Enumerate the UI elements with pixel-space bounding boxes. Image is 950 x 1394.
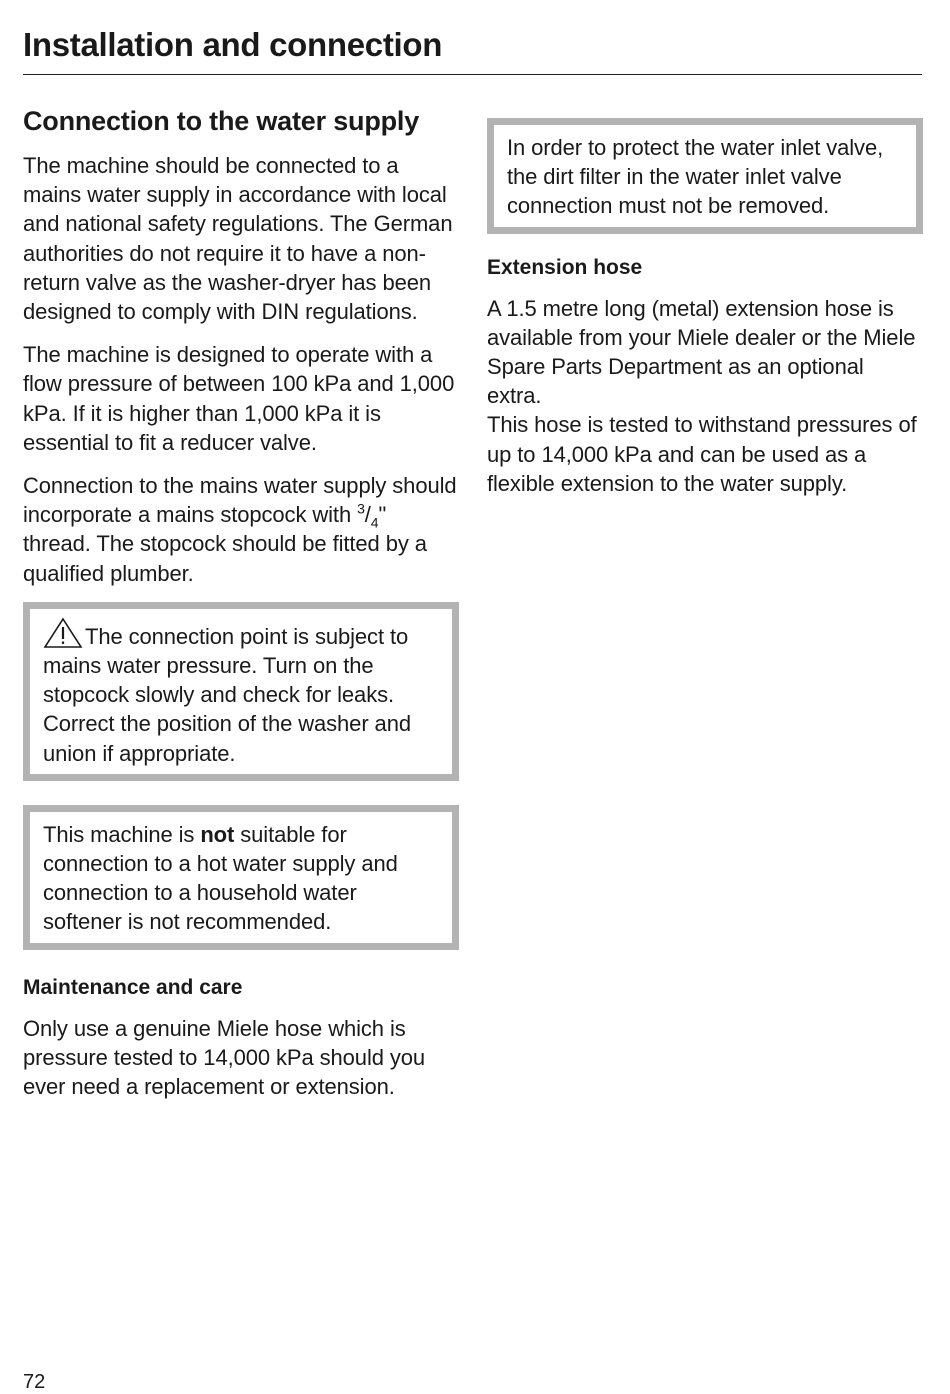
fraction-separator: / (364, 502, 371, 528)
stopcock-text-start: Connection to the mains water supply should incorporate a mains stopcock with (23, 473, 457, 528)
section-heading-water-supply: Connection to the water supply (23, 106, 420, 136)
page-header (23, 26, 922, 75)
note-paragraph-dirt-filter: In order to protect the water inlet valve, the dirt filter in the water inlet valve connection must not be removed. (507, 135, 884, 219)
paragraph-flow-pressure: The machine is designed to operate with a flow pressure of between 100 kPa and 1,000 kPa. If it is higher than 1,000 kPa it is essential to fit a reducer valve. (23, 342, 455, 455)
extension-line-2: This hose is tested to withstand pressures of up to 14,000 kPa and can be used as a flexible extension to the water supply. (487, 412, 917, 496)
note-text-end: suitable for connection to a hot water supply and connection to a household water softener is not recommended. (43, 821, 398, 935)
left-column (23, 104, 459, 1115)
stopcock-text-end: " thread. The stopcock should be fitted by a qualified plumber. (23, 502, 427, 586)
note-bold-not: not (200, 821, 235, 847)
note-paragraph-hot-water (43, 820, 440, 937)
note-box-hot-water (23, 805, 459, 950)
section-heading-extension-hose: Extension hose (487, 255, 643, 279)
warning-text: The connection point is subject to mains water pressure. Turn on the stopcock slowly and check for leaks. Correct the position of the washer and union if appropriate. (43, 623, 411, 766)
extension-line-1: A 1.5 metre long (metal) extension hose is available from your Miele dealer or the Miele Spare Parts Department as an optional extra. (487, 295, 916, 409)
warning-box (23, 602, 459, 781)
warning-paragraph (43, 617, 440, 768)
right-column (487, 118, 923, 512)
paragraph-extension-hose (487, 294, 923, 498)
fraction-numerator: 3 (357, 500, 365, 517)
warning-triangle-icon (43, 617, 83, 649)
note-text-start: This machine is (43, 821, 201, 847)
page-number: 72 (23, 1371, 46, 1393)
note-box-dirt-filter (487, 118, 923, 234)
paragraph-maintenance: Only use a genuine Miele hose which is pressure tested to 14,000 kPa should you ever need a replacement or extension. (23, 1015, 426, 1100)
paragraph-regulations: The machine should be connected to a mains water supply in accordance with local and national safety regulations. The German authorities do not require it to have a non-return valve as the washer-dryer has been designed to comply with DIN regulations. (23, 153, 453, 325)
page-title: Installation and connection (23, 26, 443, 63)
section-heading-maintenance: Maintenance and care (23, 975, 243, 999)
paragraph-stopcock (23, 471, 459, 588)
fraction-denominator: 4 (370, 514, 379, 531)
